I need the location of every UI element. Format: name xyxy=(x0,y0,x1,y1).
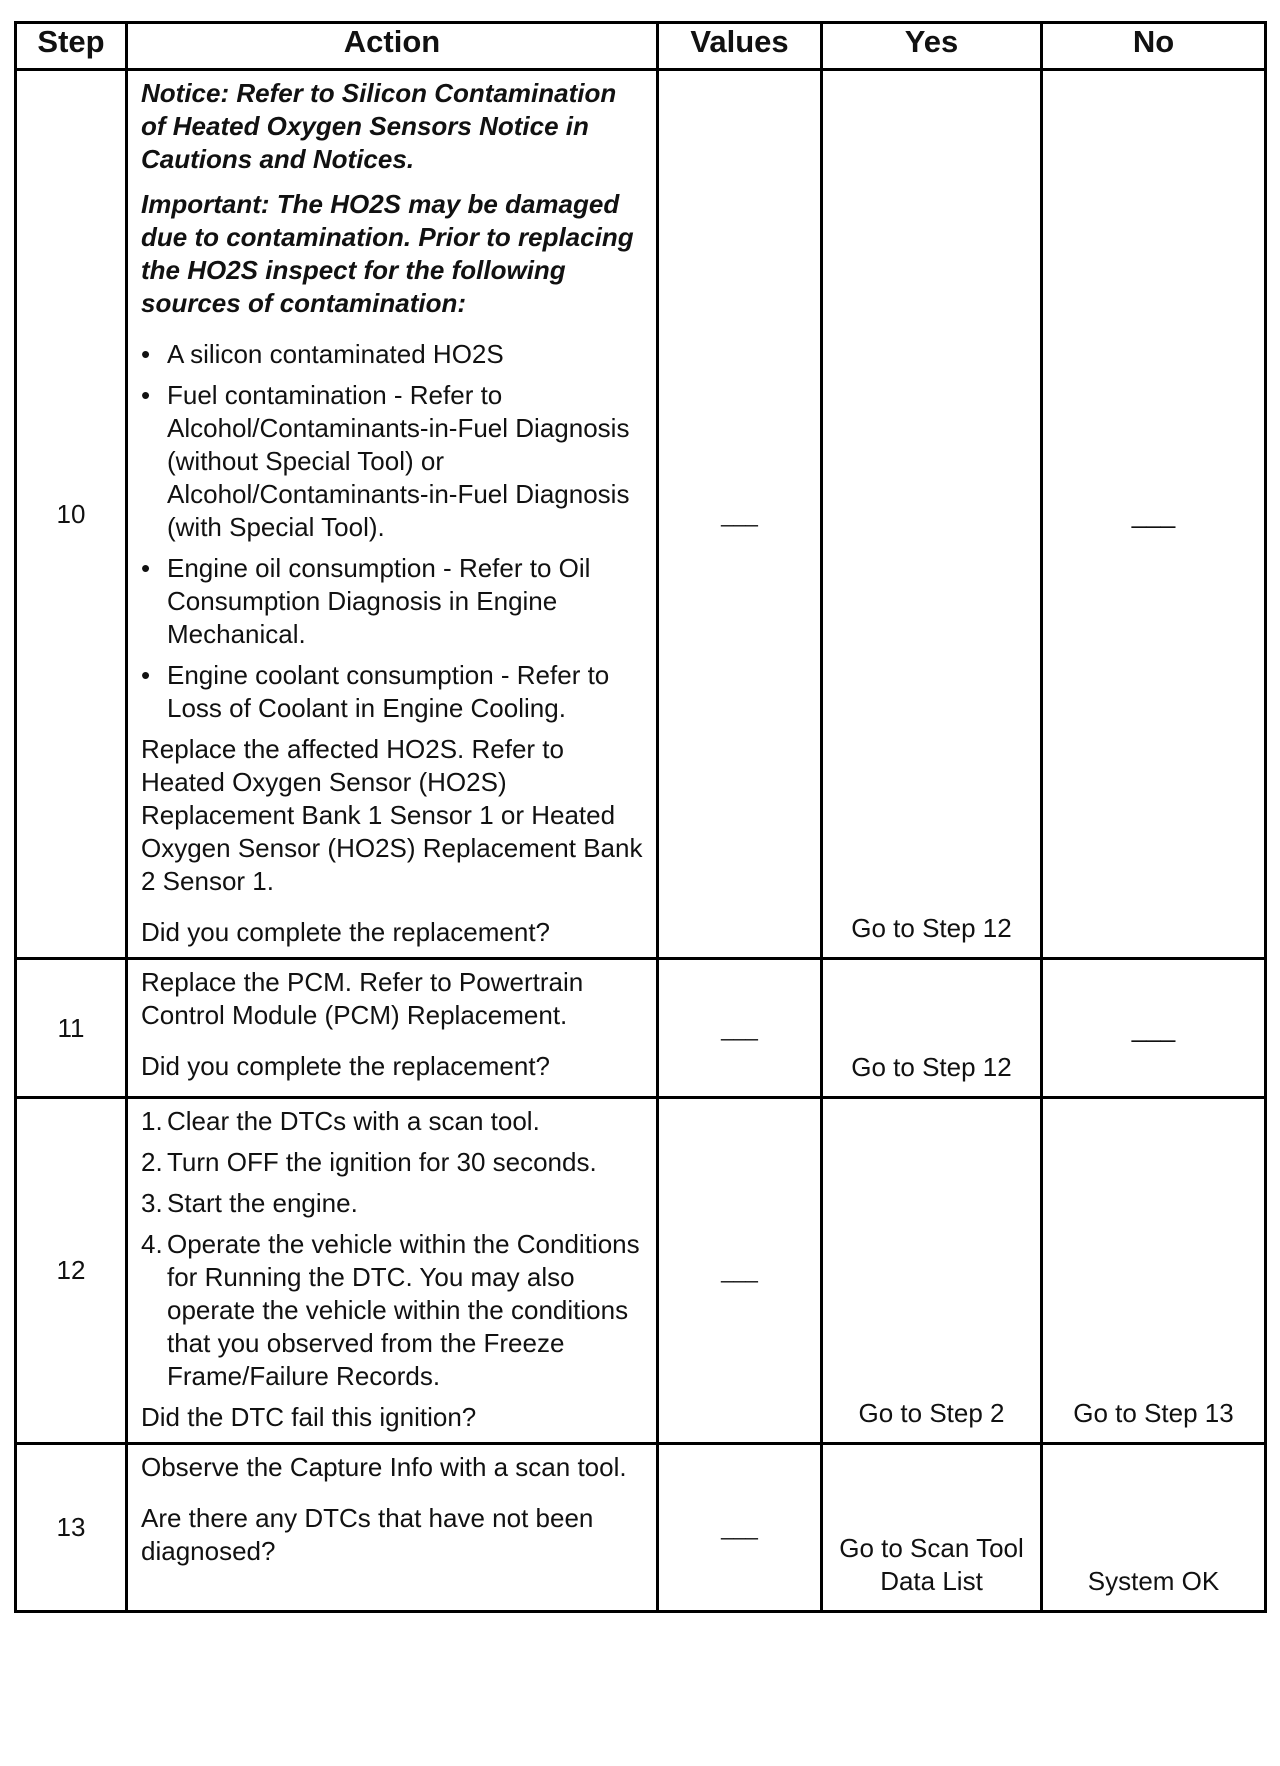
action-cell xyxy=(127,959,658,1098)
list-item-text: Engine oil consumption - Refer to Oil Consumption Diagnosis in Engine Mechanical. xyxy=(167,553,591,649)
list-item-text: Turn OFF the ignition for 30 seconds. xyxy=(167,1147,597,1177)
list-item-text: Clear the DTCs with a scan tool. xyxy=(167,1106,540,1136)
question-text: Did you complete the replacement? xyxy=(141,1051,551,1081)
number-marker: 2. xyxy=(141,1147,163,1177)
table-row-step-11 xyxy=(16,959,1266,1098)
header-no: No xyxy=(1042,23,1266,70)
header-yes: Yes xyxy=(822,23,1042,70)
no-cell: System OK xyxy=(1042,1444,1266,1612)
header-values: Values xyxy=(658,23,822,70)
question-text: Did the DTC fail this ignition? xyxy=(141,1402,477,1432)
list-item-text: Operate the vehicle within the Conditions for Running the DTC. You may also operate the vehicle within the conditions that you observed from the Freeze Frame/Failure Records. xyxy=(167,1229,640,1391)
table-row-step-12 xyxy=(16,1098,1266,1444)
yes-cell: Go to Step 2 xyxy=(822,1098,1042,1444)
yes-cell: Go to Step 12 xyxy=(822,70,1042,959)
values-cell: ___ xyxy=(658,1098,822,1444)
list-item-text: A silicon contaminated HO2S xyxy=(167,339,504,369)
question-text: Did you complete the replacement? xyxy=(141,917,551,947)
no-cell: Go to Step 13 xyxy=(1042,1098,1266,1444)
header-row xyxy=(16,23,1266,70)
list-item xyxy=(141,552,646,651)
header-step: Step xyxy=(16,23,127,70)
action-cell xyxy=(127,1098,658,1444)
values-cell: ___ xyxy=(658,70,822,959)
table-row-step-10 xyxy=(16,70,1266,959)
notice-text: Notice: Refer to Silicon Contamination of Heated Oxygen Sensors Notice in Cautions and Notices. xyxy=(141,78,617,174)
step-number: 10 xyxy=(16,70,127,959)
list-item-text: Fuel contamination - Refer to Alcohol/Contaminants-in-Fuel Diagnosis (without Special Tool) or Alcohol/Contaminants-in-Fuel Diagnosis (with Special Tool). xyxy=(167,380,630,542)
list-item xyxy=(141,1105,646,1138)
step-number: 12 xyxy=(16,1098,127,1444)
diagnostic-table xyxy=(14,21,1267,1613)
bullet-marker: • xyxy=(141,339,151,369)
no-cell: ___ xyxy=(1042,70,1266,959)
instruction-text: Observe the Capture Info with a scan tool. xyxy=(141,1452,627,1482)
number-marker: 4. xyxy=(141,1229,163,1259)
header-action: Action xyxy=(127,23,658,70)
list-item-text: Engine coolant consumption - Refer to Loss of Coolant in Engine Cooling. xyxy=(167,660,610,723)
instruction-text: Replace the PCM. Refer to Powertrain Control Module (PCM) Replacement. xyxy=(141,967,584,1030)
question-text: Are there any DTCs that have not been diagnosed? xyxy=(141,1503,594,1566)
no-cell: ___ xyxy=(1042,959,1266,1098)
list-item xyxy=(141,659,646,725)
bullet-marker: • xyxy=(141,660,151,690)
step-number: 11 xyxy=(16,959,127,1098)
values-cell: ___ xyxy=(658,959,822,1098)
list-item xyxy=(141,379,646,544)
action-cell xyxy=(127,1444,658,1612)
yes-cell: Go to Scan Tool Data List xyxy=(822,1444,1042,1612)
list-item xyxy=(141,1146,646,1179)
bullet-marker: • xyxy=(141,380,151,410)
table-row-step-13 xyxy=(16,1444,1266,1612)
list-item xyxy=(141,338,646,371)
action-cell xyxy=(127,70,658,959)
step-number: 13 xyxy=(16,1444,127,1612)
list-item xyxy=(141,1187,646,1220)
list-item-text: Start the engine. xyxy=(167,1188,358,1218)
number-marker: 1. xyxy=(141,1106,163,1136)
yes-cell: Go to Step 12 xyxy=(822,959,1042,1098)
values-cell: ___ xyxy=(658,1444,822,1612)
procedure-list xyxy=(141,1105,646,1393)
instruction-text: Replace the affected HO2S. Refer to Heated Oxygen Sensor (HO2S) Replacement Bank 1 Sensor 1 or Heated Oxygen Sensor (HO2S) Replacement Bank 2 Sensor 1. xyxy=(141,734,643,896)
important-text: Important: The HO2S may be damaged due to contamination. Prior to replacing the HO2S inspect for the following sources of contamination: xyxy=(141,189,634,318)
list-item xyxy=(141,1228,646,1393)
number-marker: 3. xyxy=(141,1188,163,1218)
bullet-marker: • xyxy=(141,553,151,583)
contamination-list xyxy=(141,338,646,725)
